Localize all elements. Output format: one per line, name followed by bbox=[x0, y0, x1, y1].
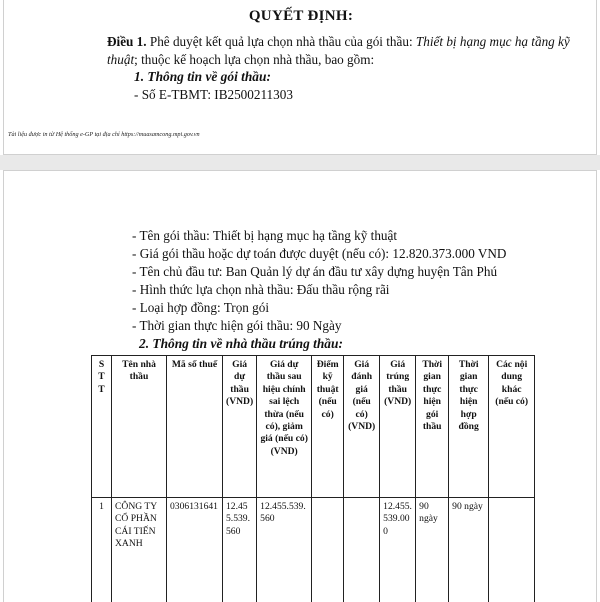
header-other: Các nội dung khác (nếu có) bbox=[489, 356, 535, 498]
header-tax-code: Mã số thuế bbox=[167, 356, 223, 498]
article-1-text-end: ; thuộc kế hoạch lựa chọn nhà thầu, bao gồm: bbox=[134, 51, 375, 67]
document-page-1 bbox=[3, 0, 597, 155]
page-footer-note: Tài liệu được in từ Hệ thống e-GP tại địa chỉ https://muasamcong.mpi.gov.vn bbox=[8, 131, 200, 138]
cell-adjusted-price: 12.455.539.560 bbox=[257, 498, 312, 602]
cell-eval-price bbox=[344, 498, 380, 602]
cell-other bbox=[489, 498, 535, 602]
article-1-label: Điều 1. bbox=[107, 34, 147, 49]
cell-stt: 1 bbox=[92, 498, 112, 602]
table-header-row bbox=[92, 356, 535, 498]
info-contract-type: - Loại hợp đồng: Trọn gói bbox=[132, 300, 270, 315]
cell-contractor: CÔNG TY CỔ PHẦN CÁI TIẾN XANH bbox=[112, 498, 167, 602]
winning-contractor-table bbox=[91, 355, 535, 602]
decision-title: QUYẾT ĐỊNH: bbox=[248, 8, 354, 24]
cell-award-price: 12.455.539.000 bbox=[380, 498, 416, 602]
cell-tech-score bbox=[312, 498, 344, 602]
document-page-2 bbox=[3, 170, 597, 602]
header-contract-duration: Thời gian thực hiện hợp đồng bbox=[449, 356, 489, 498]
cell-package-duration: 90 ngày bbox=[416, 498, 449, 602]
info-package-price: - Giá gói thầu hoặc dự toán được duyệt (nếu có): 12.820.373.000 VND bbox=[132, 246, 507, 261]
cell-bid-price: 12.455.539.560 bbox=[223, 498, 257, 602]
cell-contract-duration: 90 ngày bbox=[449, 498, 489, 602]
info-investor: - Tên chủ đầu tư: Ban Quản lý dự án đầu tư xây dựng huyện Tân Phú bbox=[132, 264, 498, 279]
cell-tax-code: 0306131641 bbox=[167, 498, 223, 602]
header-stt: S T T bbox=[92, 356, 112, 498]
header-tech-score: Điểm kỹ thuật (nếu có) bbox=[312, 356, 344, 498]
info-selection-method: - Hình thức lựa chọn nhà thầu: Đấu thầu rộng rãi bbox=[132, 282, 390, 297]
header-bid-price: Giá dự thầu (VND) bbox=[223, 356, 257, 498]
article-1-paragraph bbox=[107, 33, 577, 68]
header-eval-price: Giá đánh giá (nếu có) (VND) bbox=[344, 356, 380, 498]
table-row bbox=[92, 498, 535, 602]
header-contractor: Tên nhà thầu bbox=[112, 356, 167, 498]
header-package-duration: Thời gian thực hiện gói thầu bbox=[416, 356, 449, 498]
e-tbmt-number: - Số E-TBMT: IB2500211303 bbox=[134, 87, 293, 102]
info-duration: - Thời gian thực hiện gói thầu: 90 Ngày bbox=[132, 318, 342, 333]
info-package-name: - Tên gói thầu: Thiết bị hạng mục hạ tầng kỹ thuật bbox=[132, 228, 398, 243]
article-1-package-name: Thiết bị hạng mục hạ tầng kỹ thuật bbox=[107, 34, 570, 67]
section-1-heading: 1. Thông tin về gói thầu: bbox=[134, 69, 271, 84]
page-gap bbox=[0, 155, 600, 170]
header-adjusted-price: Giá dự thầu sau hiệu chính sai lệch thừa (nếu có), giảm giá (nếu có) (VND) bbox=[257, 356, 312, 498]
article-1-text-start: Phê duyệt kết quả lựa chọn nhà thầu của gói thầu: bbox=[146, 34, 416, 49]
header-award-price: Giá trúng thầu (VND) bbox=[380, 356, 416, 498]
section-2-heading: 2. Thông tin về nhà thầu trúng thầu: bbox=[139, 336, 343, 351]
